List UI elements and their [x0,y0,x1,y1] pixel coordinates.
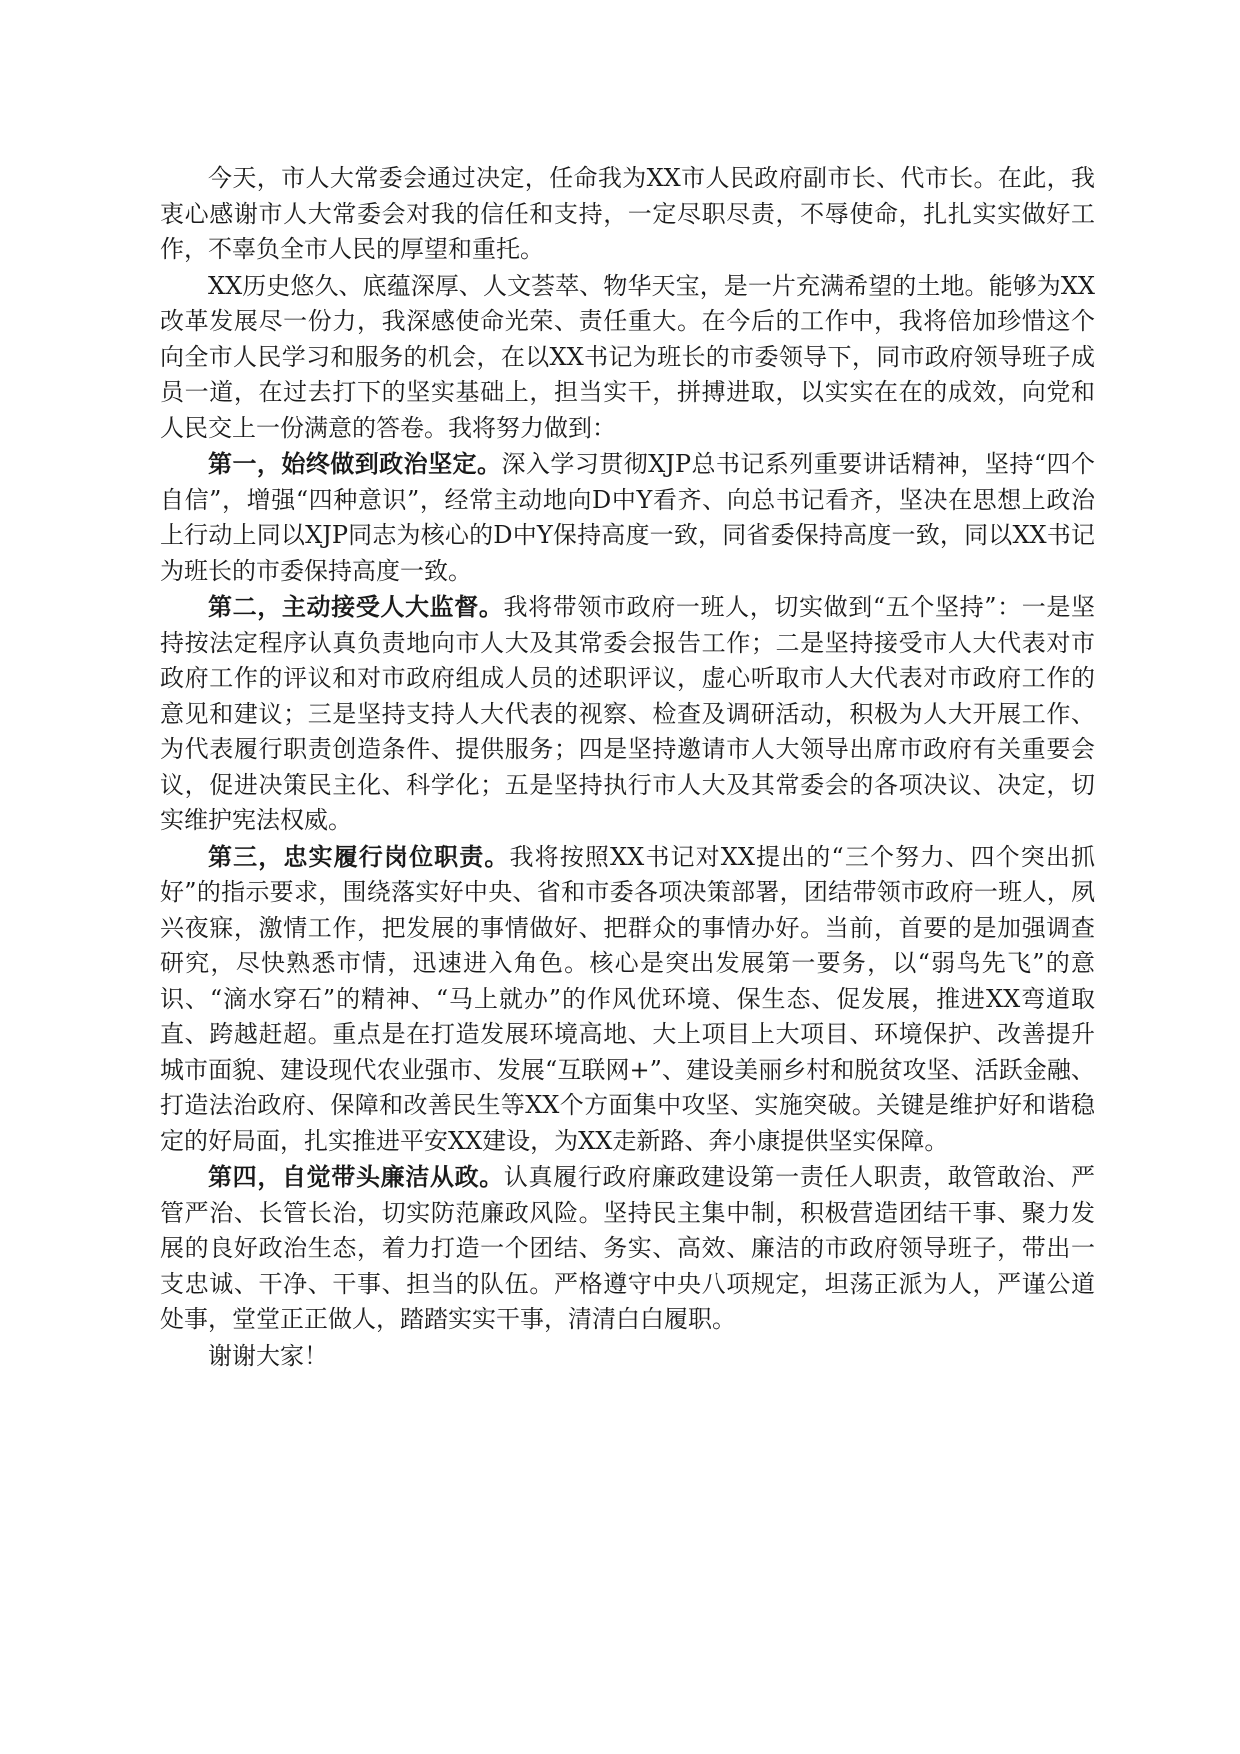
paragraph-point-3 [160,839,1095,1160]
paragraph-point-4 [160,1159,1095,1338]
paragraph-text: 深入学习贯彻XJP总书记系列重要讲话精神，坚持“四个自信”，增强“四种意识”，经常主动地向D中Y看齐、向总书记看齐，坚决在思想上政治上行动上同以XJP同志为核心的D中Y保持高度一致，同省委保持高度一致，同以XX书记为班长的市委保持高度一致。 [160,450,1096,585]
paragraph-lead: 第二，主动接受人大监督。 [208,592,504,621]
paragraph-lead: 第一，始终做到政治坚定。 [208,449,502,478]
document-body [160,160,1095,1374]
paragraph-context [160,268,1095,447]
paragraph-point-2 [160,589,1095,839]
paragraph-text: 今天，市人大常委会通过决定，任命我为XX市人民政府副市长、代市长。在此，我衷心感谢市人大常委会对我的信任和支持，一定尽职尽责，不辱使命，扎扎实实做好工作，不辜负全市人民的厚望和重托。 [160,164,1095,263]
paragraph-intro [160,160,1095,268]
paragraph-closing [160,1338,1095,1375]
paragraph-text: 我将带领市政府一班人，切实做到“五个坚持”：一是坚持按法定程序认真负责地向市人大及其常委会报告工作；二是坚持接受市人大代表对市政府工作的评议和对市政府组成人员的述职评议，虚心听取市人大代表对市政府工作的意见和建议；三是坚持支持人大代表的视察、检查及调研活动，积极为人大开展工作、为代表履行职责创造条件、提供服务；四是坚持邀请市人大领导出席市政府有关重要会议，促进决策民主化、科学化；五是坚持执行市人大及其常委会的各项决议、决定，切实维护宪法权威。 [160,593,1095,834]
paragraph-lead: 第四，自觉带头廉洁从政。 [208,1162,504,1191]
paragraph-lead: 第三，忠实履行岗位职责。 [208,841,510,871]
paragraph-text: 我将按照XX书记对XX提出的“三个努力、四个突出抓好”的指示要求，围绕落实好中央、省和市委各项决策部署，团结带领市政府一班人，夙兴夜寐，激情工作，把发展的事情做好、把群众的事情办好。当前，首要的是加强调查研究，尽快熟悉市情，迅速进入角色。核心是突出发展第一要务，以“弱鸟先飞”的意识、“滴水穿石”的精神、“马上就办”的作风优环境、保生态、促发展，推进XX弯道取直、跨越赶超。重点是在打造发展环境高地、大上项目上大项目、环境保护、改善提升城市面貌、建设现代农业强市、发展“互联网+”、建设美丽乡村和脱贫攻坚、活跃金融、打造法治政府、保障和改善民生等XX个方面集中攻坚、实施突破。关键是维护好和谐稳定的好局面，扎实推进平安XX建设，为XX走新路、奔小康提供坚实保障。 [160,842,1095,1155]
paragraph-point-1 [160,446,1095,589]
paragraph-text: XX历史悠久、底蕴深厚、人文荟萃、物华天宝，是一片充满希望的土地。能够为XX改革发展尽一份力，我深感使命光荣、责任重大。在今后的工作中，我将倍加珍惜这个向全市人民学习和服务的机会，在以XX书记为班长的市委领导下，同市政府领导班子成员一道，在过去打下的坚实基础上，担当实干，拼搏进取，以实实在在的成效，向党和人民交上一份满意的答卷。我将努力做到： [160,271,1095,442]
paragraph-text: 谢谢大家！ [208,1341,328,1370]
paragraph-text: 认真履行政府廉政建设第一责任人职责，敢管敢治、严管严治、长管长治，切实防范廉政风险。坚持民主集中制，积极营造团结干事、聚力发展的良好政治生态，着力打造一个团结、务实、高效、廉洁的市政府领导班子，带出一支忠诚、干净、干事、担当的队伍。严格遵守中央八项规定，坦荡正派为人，严谨公道处事，堂堂正正做人，踏踏实实干事，清清白白履职。 [160,1163,1096,1333]
